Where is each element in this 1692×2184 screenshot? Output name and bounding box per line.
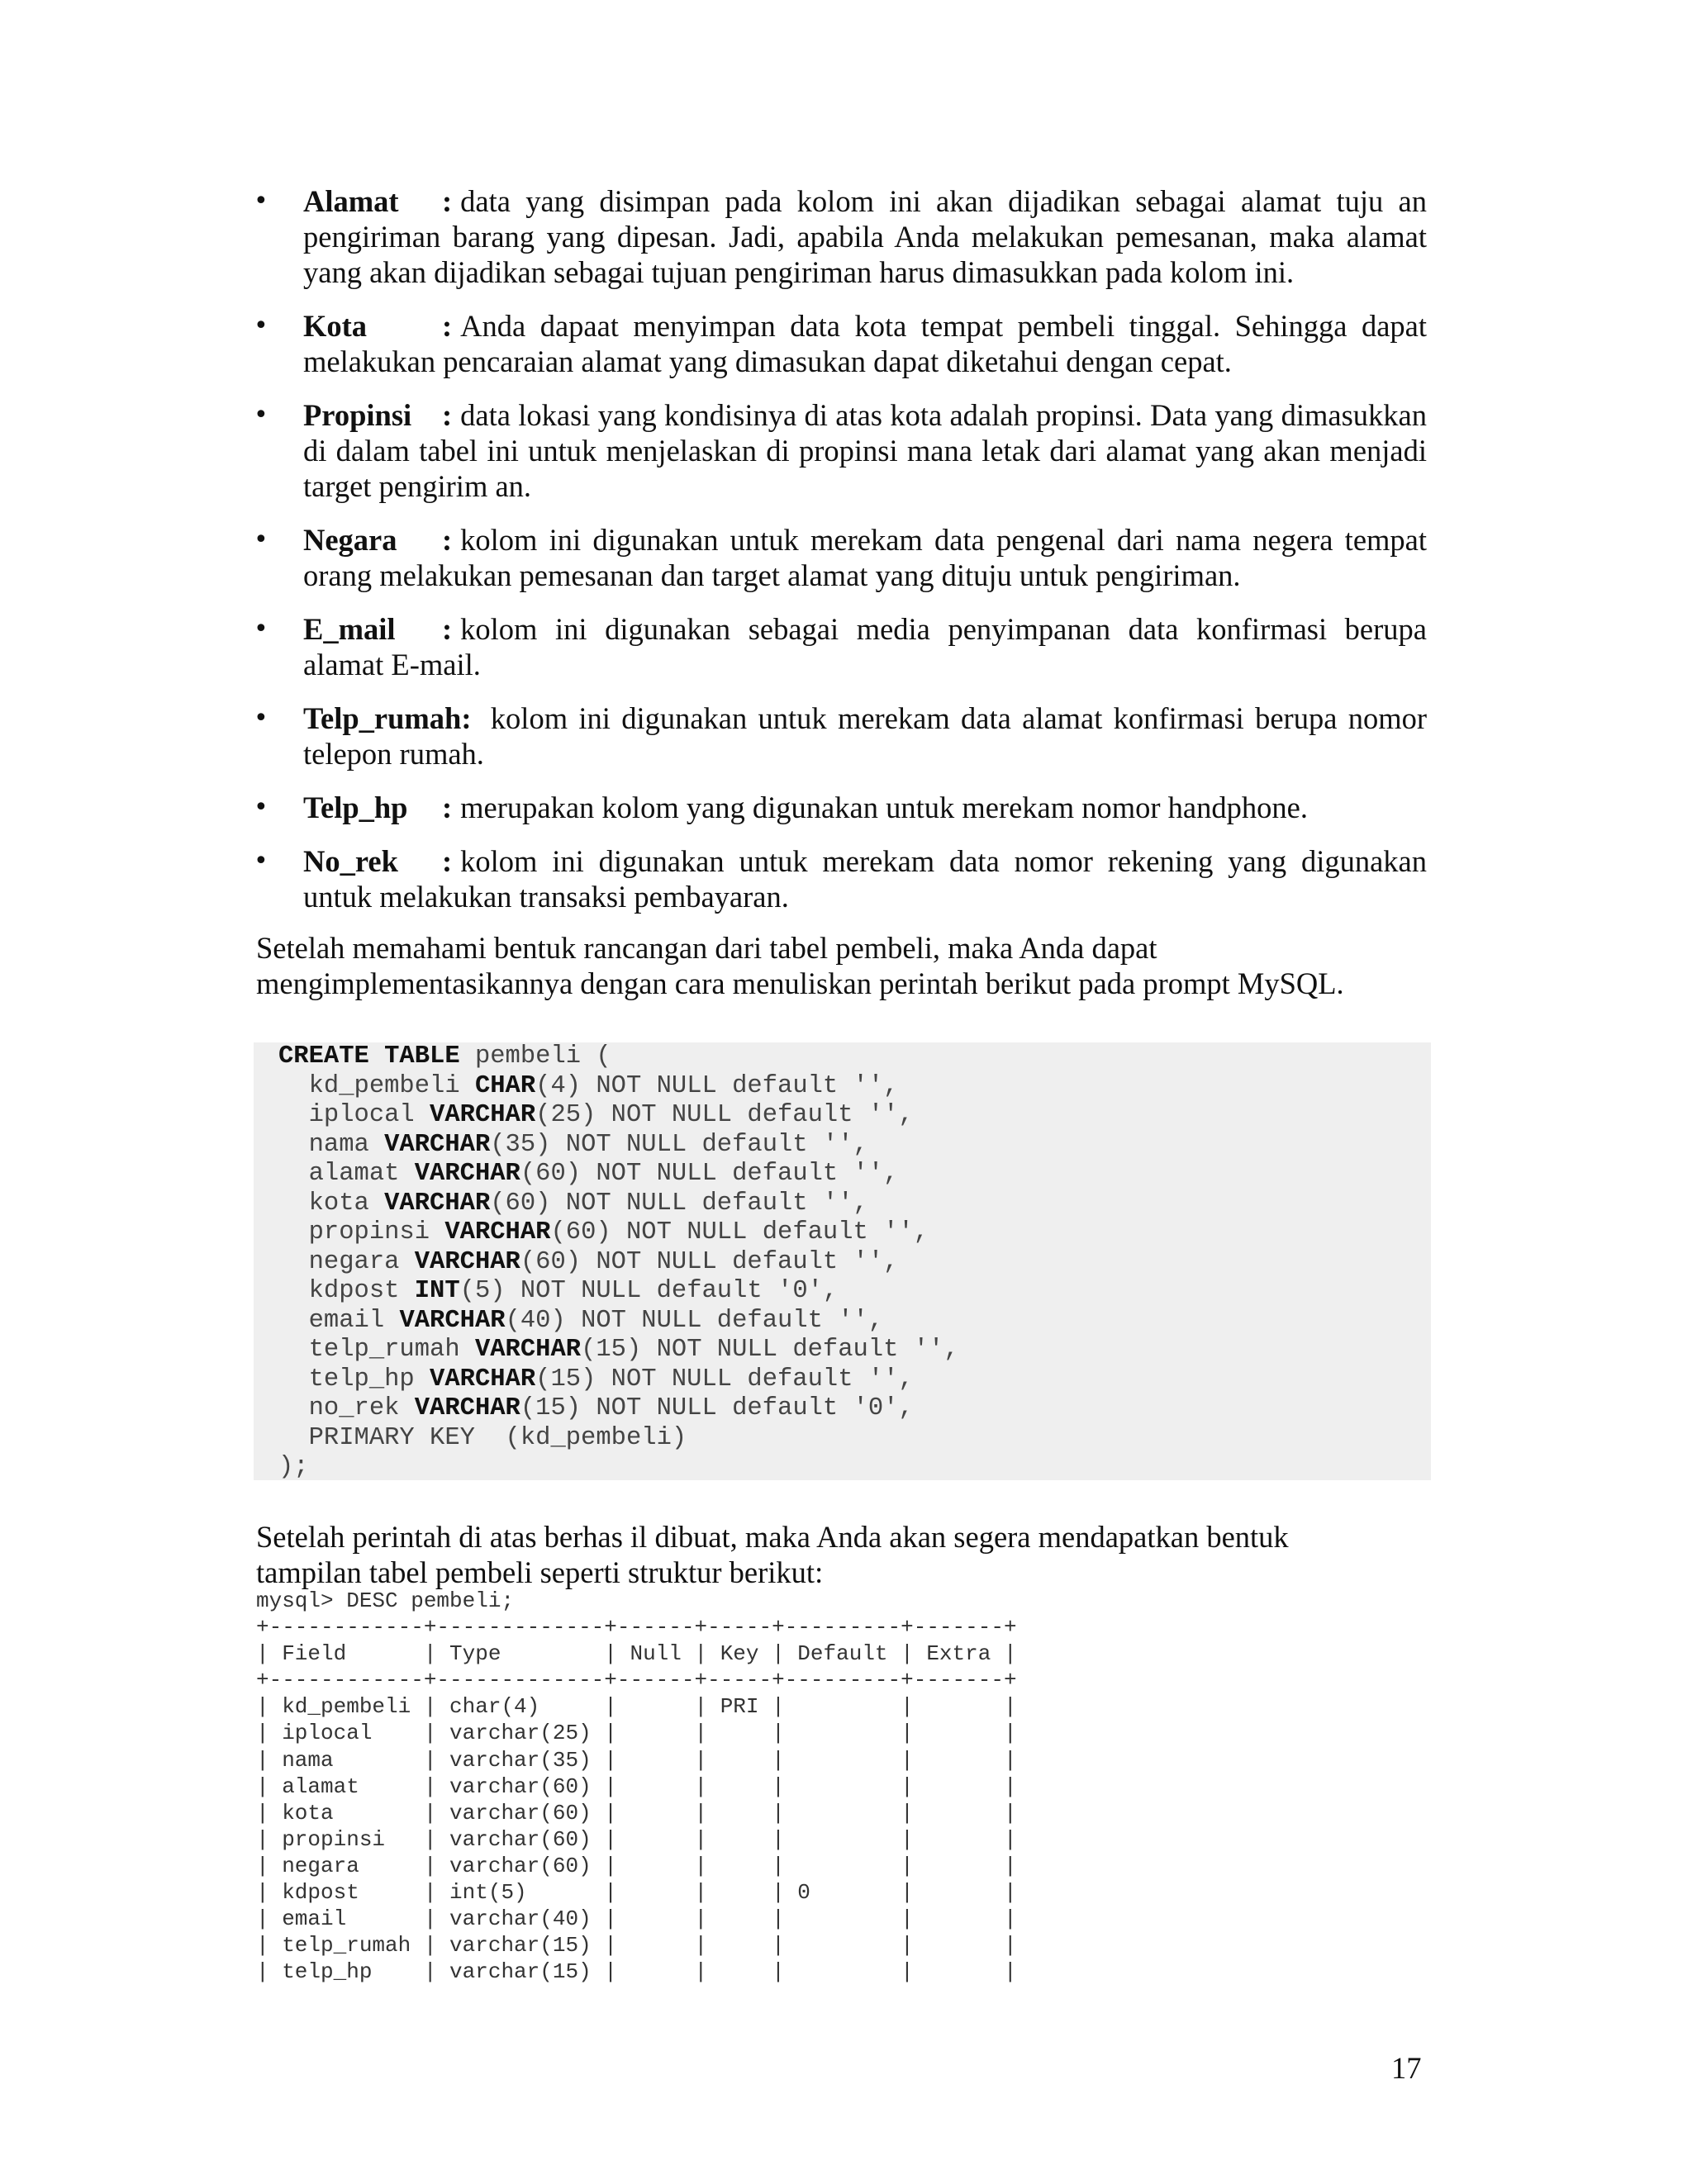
sql-keyword: INT <box>414 1277 460 1305</box>
field-term: Alamat <box>303 184 399 218</box>
paragraph-line: tampilan tabel pembeli seperti struktur berikut: <box>256 1555 824 1589</box>
field-description: merupakan kolom yang digunakan untuk merekam nomor handphone. <box>460 791 1308 824</box>
list-item <box>254 843 1427 914</box>
sql-keyword: VARCHAR <box>430 1365 536 1393</box>
table-row: | nama | varchar(35) | | | | | <box>256 1747 1017 1773</box>
field-description: kolom ini digunakan sebagai media penyimpanan data konfirmasi berupa alamat E-mail. <box>303 612 1427 681</box>
list-item <box>254 308 1427 379</box>
list-item <box>254 522 1427 593</box>
sql-keyword: VARCHAR <box>384 1130 491 1159</box>
console-line: mysql> DESC pembeli; <box>256 1588 515 1613</box>
field-description: data yang disimpan pada kolom ini akan dijadikan sebagai alamat tuju an pengiriman barang yang dipesan. Jadi, apabila Anda melakukan pemesanan, maka alamat yang akan dijadikan sebagai tujuan pengiriman harus dimasukkan pada kolom ini. <box>303 184 1427 289</box>
table-row: | kd_pembeli | char(4) | | PRI | | | <box>256 1694 1017 1720</box>
code-line: PRIMARY KEY (kd_pembeli) <box>278 1423 687 1452</box>
bullet-icon: • <box>254 704 269 733</box>
code-line: telp_hp VARCHAR(15) NOT NULL default '', <box>278 1365 914 1393</box>
sql-keyword: VARCHAR <box>444 1218 551 1246</box>
code-line: iplocal VARCHAR(25) NOT NULL default '', <box>278 1101 914 1129</box>
term-colon: : <box>442 398 453 432</box>
term-colon: : <box>442 184 453 218</box>
field-description-list <box>254 183 1427 933</box>
field-term: Telp_rumah: <box>303 701 472 735</box>
code-line: negara VARCHAR(60) NOT NULL default '', <box>278 1247 899 1276</box>
field-term: Telp_hp <box>303 791 408 824</box>
code-line: no_rek VARCHAR(15) NOT NULL default '0', <box>278 1394 914 1422</box>
field-description: data lokasi yang kondisinya di atas kota adalah propinsi. Data yang dimasukkan di dalam tabel ini untuk menjelaskan di propinsi mana letak dari alamat yang akan menjadi target pengirim an. <box>303 398 1427 503</box>
paragraph-line: mengimplementasikannya dengan cara menuliskan perintah berikut pada prompt MySQL. <box>256 966 1344 1000</box>
code-line: propinsi VARCHAR(60) NOT NULL default '', <box>278 1218 929 1246</box>
sql-code-block <box>254 1042 1431 1480</box>
code-line: ); <box>278 1453 309 1481</box>
field-description: kolom ini digunakan untuk merekam data pengenal dari nama negera tempat orang melakukan pemesanan dan target alamat yang dituju untuk pengiriman. <box>303 523 1427 592</box>
table-row: | propinsi | varchar(60) | | | | | <box>256 1826 1017 1852</box>
list-item <box>254 397 1427 504</box>
code-line: telp_rumah VARCHAR(15) NOT NULL default '', <box>278 1336 959 1364</box>
field-description: kolom ini digunakan untuk merekam data nomor rekening yang digunakan untuk melakukan transaksi pembayaran. <box>303 844 1427 914</box>
term-colon: : <box>442 844 453 878</box>
list-item <box>254 700 1427 772</box>
term-colon: : <box>442 523 453 557</box>
page-number: 17 <box>1391 2051 1422 2085</box>
bullet-icon: • <box>254 401 269 430</box>
list-item <box>254 183 1427 290</box>
code-line: CREATE TABLE pembeli ( <box>278 1042 611 1071</box>
term-colon: : <box>442 791 453 824</box>
sql-keyword: VARCHAR <box>414 1247 520 1276</box>
code-line: kd_pembeli CHAR(4) NOT NULL default '', <box>278 1071 899 1100</box>
field-term: Negara <box>303 523 397 557</box>
code-line: nama VARCHAR(35) NOT NULL default '', <box>278 1130 868 1159</box>
table-row: | kdpost | int(5) | | | 0 | | <box>256 1880 1017 1906</box>
sql-keyword: CHAR <box>474 1071 536 1100</box>
sql-keyword: VARCHAR <box>414 1394 520 1422</box>
bullet-icon: • <box>254 793 269 822</box>
bullet-icon: • <box>254 187 269 216</box>
term-colon: : <box>442 309 453 343</box>
table-border: +------------+-------------+------+-----+---------+-------+ <box>256 1668 1017 1693</box>
field-term: E_mail <box>303 612 396 646</box>
sql-keyword: VARCHAR <box>399 1306 506 1335</box>
code-line: kota VARCHAR(60) NOT NULL default '', <box>278 1189 868 1218</box>
bullet-icon: • <box>254 615 269 643</box>
bullet-icon: • <box>254 847 269 876</box>
code-line: alamat VARCHAR(60) NOT NULL default '', <box>278 1160 899 1188</box>
sql-keyword: VARCHAR <box>474 1336 582 1364</box>
table-row: | telp_rumah | varchar(15) | | | | | <box>256 1933 1017 1958</box>
field-description: kolom ini digunakan untuk merekam data alamat konfirmasi berupa nomor telepon rumah. <box>303 701 1428 771</box>
intro-paragraph <box>256 930 1429 1001</box>
sql-keyword: CREATE TABLE <box>278 1042 460 1071</box>
after-paragraph <box>256 1519 1429 1590</box>
list-item <box>254 611 1427 682</box>
table-row: | email | varchar(40) | | | | | <box>256 1906 1017 1932</box>
code-line: email VARCHAR(40) NOT NULL default '', <box>278 1306 884 1335</box>
sql-code <box>278 1042 959 1483</box>
code-line: kdpost INT(5) NOT NULL default '0', <box>278 1277 839 1305</box>
field-term: Propinsi <box>303 398 412 432</box>
table-row: | kota | varchar(60) | | | | | <box>256 1800 1017 1826</box>
field-term: No_rek <box>303 844 398 878</box>
paragraph-line: Setelah perintah di atas berhas il dibuat, maka Anda akan segera mendapatkan bentuk <box>256 1520 1289 1554</box>
paragraph-line: Setelah memahami bentuk rancangan dari tabel pembeli, maka Anda dapat <box>256 931 1157 965</box>
table-row: | alamat | varchar(60) | | | | | <box>256 1773 1017 1799</box>
table-header: | Field | Type | Null | Key | Default | Extra | <box>256 1641 1017 1667</box>
field-description: Anda dapaat menyimpan data kota tempat pembeli tinggal. Sehingga dapat melakukan pencaraian alamat yang dimasukan dapat diketahui dengan cepat. <box>303 309 1427 378</box>
table-border: +------------+-------------+------+-----+---------+-------+ <box>256 1615 1017 1640</box>
sql-keyword: VARCHAR <box>414 1160 520 1188</box>
term-colon: : <box>442 612 453 646</box>
field-term: Kota <box>303 309 368 343</box>
table-row: | iplocal | varchar(25) | | | | | <box>256 1721 1017 1746</box>
sql-keyword: VARCHAR <box>430 1101 536 1129</box>
mysql-desc-output <box>256 1588 1017 1985</box>
bullet-icon: • <box>254 311 269 340</box>
table-row: | negara | varchar(60) | | | | | <box>256 1853 1017 1878</box>
table-row: | telp_hp | varchar(15) | | | | | <box>256 1959 1017 1985</box>
sql-keyword: VARCHAR <box>384 1189 491 1218</box>
bullet-icon: • <box>254 525 269 554</box>
list-item <box>254 790 1427 825</box>
